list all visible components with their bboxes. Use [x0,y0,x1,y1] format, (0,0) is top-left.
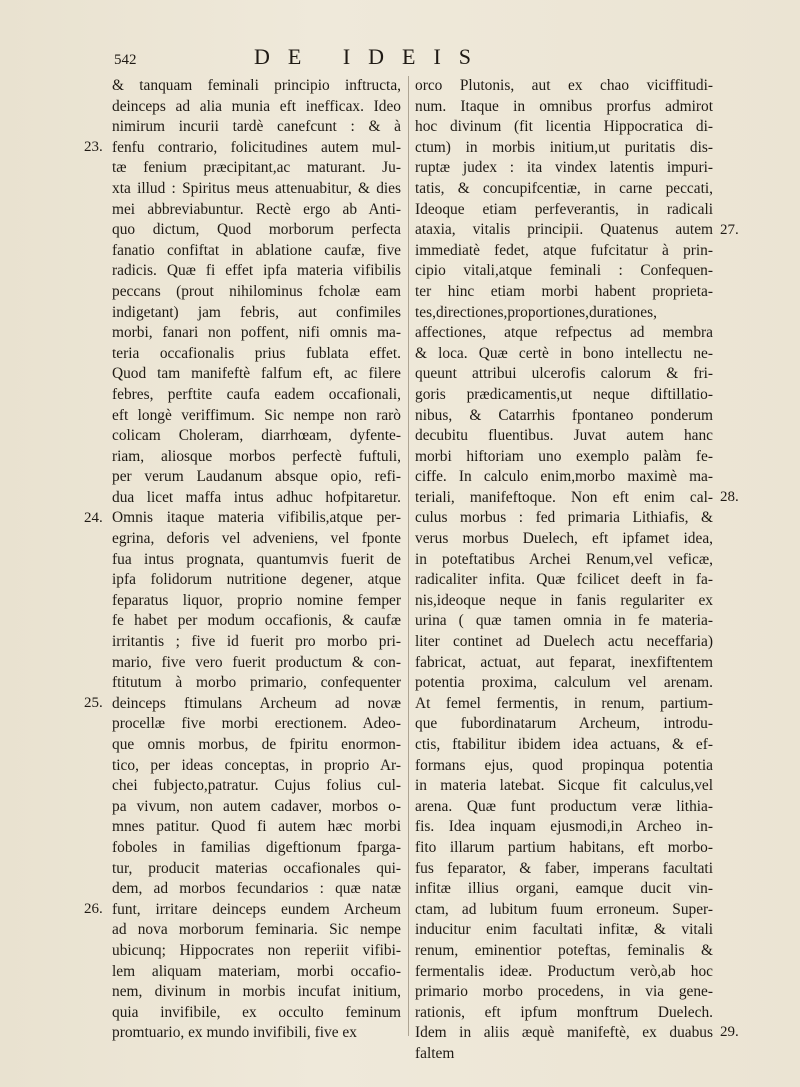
text-line: feparatus liquor, proprio nomine femper [112,591,401,609]
text-line: ctam, ad lubitum fuum erroneum. Super- [415,900,713,918]
margin-number: 24. [84,510,103,526]
text-line: egrina, deforis vel adveniens, vel fponte [112,530,401,548]
text-line: funt, irritare deinceps eundem Archeum [112,900,401,918]
text-line: immediatè fedet, atque fufcitatur à prin- [415,241,713,259]
page-header [114,42,734,72]
text-line: in materia latebat. Sicque fit calculus,vel [415,777,713,795]
text-line: dua licet maffa intus adhuc hofpitaretur. [112,488,401,506]
text-line: irritantis ; five id fuerit pro morbo pri- [112,633,401,651]
right-text-column [415,76,713,1065]
text-line: decubitu fluentibus. Juvat autem hanc [415,427,713,445]
text-line: fermentalis ideæ. Productum verò,ab hoc [415,962,713,980]
text-line: fanatio confiftat in ablatione caufæ, five [112,241,401,259]
text-line: fus feparator, & faber, imperans facultati [415,859,713,877]
text-line: dem, ad morbos fecundarios : quæ natæ [112,880,401,898]
text-line: ad nova morborum feminaria. Sic nempe [112,921,401,939]
text-line: nimirum incurii tardè canefcunt : & à [112,118,401,136]
text-line: procellæ five morbi erectionem. Adeo- [112,715,401,733]
text-line: rationis, eft ipfum monftrum Duelech. [415,1003,713,1021]
text-line: ftitutum à morbo primario, confequenter [112,674,401,692]
margin-number: 29. [720,1024,739,1040]
text-line: primario morbo procedens, in via gene- [415,983,713,1001]
text-line: cipio vitali,atque feminali : Confequen- [415,262,713,280]
text-line: ter hinc etiam morbi habent proprieta- [415,282,713,300]
text-line: radicaliter infita. Quæ fcilicet deeft in fa- [415,571,713,589]
text-line: culus morbus : fed primaria Lithiafis, & [415,509,713,527]
column-divider [408,76,409,1036]
text-line: & loca. Quæ certè in bono intellectu ne- [415,344,713,362]
left-text-column [112,76,401,1044]
text-line: mnes patitur. Quod fi autem hæc morbi [112,818,401,836]
text-line: in poteftatibus Archei Renum,vel veficæ, [415,550,713,568]
page-number: 542 [114,52,137,68]
text-line: teria occafionalis prius fublata effet. [112,344,401,362]
text-line: Idem in aliis æquè manifeftè, ex duabus [415,1024,713,1042]
margin-number: 26. [84,901,103,917]
text-line: deinceps ad alia munia eft inefficax. Ideo [112,97,401,115]
text-line: morbi, fanari non poffent, nifi omnis ma- [112,324,401,342]
text-line: affectiones, atque refpectus ad membra [415,324,713,342]
text-line: que fubordinatarum Archeum, introdu- [415,715,713,733]
text-line: verus morbus Duelech, eft ipfamet idea, [415,530,713,548]
text-line: ipfa folidorum nutritione degener, atque [112,571,401,589]
text-line: ctum) in morbis initium,ut puritatis dis- [415,138,713,156]
text-line: Omnis itaque materia vifibilis,atque per- [112,509,401,527]
text-line: ciffe. In calculo enim,morbo maximè ma- [415,468,713,486]
text-line: fe habet per modum occafionis, & caufæ [112,612,401,630]
text-line: indigetant) jam febris, aut confimiles [112,303,401,321]
margin-number: 23. [84,139,103,155]
text-line: promtuario, ex mundo invifibili, five ex [112,1024,357,1042]
text-line: tæ fenium præcipitant,ac maturant. Ju- [112,159,401,177]
text-line: ubicunq; Hippocrates non reperiit vifibi- [112,941,401,959]
running-title: DE IDEIS [254,44,490,69]
text-line: tatis, & concupifcentiæ, in carne peccati, [415,179,713,197]
text-line: mario, five vero fuerit productum & con- [112,653,401,671]
text-line: deinceps ftimulans Archeum ad novæ [112,694,401,712]
text-line: fis. Idea inquam ejusmodi,in Archeo in- [415,818,713,836]
text-line: num. Itaque in omnibus prorfus admirot [415,97,713,115]
text-line: Quod tam manifeftè falfum eft, ac filere [112,365,401,383]
text-line: chei fubjecto,patratur. Cujus folius cul- [112,777,401,795]
text-line: urina ( quæ tamen omnia in fe materia- [415,612,713,630]
text-line: per verum Laudanum absque opio, refi- [112,468,401,486]
text-line: riam, aliosque morbos perfectè fuftuli, [112,447,401,465]
text-line: lem aliquam materiam, morbi occafio- [112,962,401,980]
text-line: teriali, manifeftoque. Non eft enim cal- [415,488,713,506]
text-line: febres, perftite caufa eadem occafionali, [112,385,401,403]
text-line: tes,directiones,proportiones,durationes, [415,303,657,321]
text-line: foboles in familias digeftionum fparga- [112,838,401,856]
text-line: ataxia, vitalis principii. Quatenus autem [415,221,713,239]
text-line: ctis, ftabilitur ibidem idea actuans, & ef- [415,736,713,753]
text-line: nibus, & Catarrhis fpontaneo ponderum [415,406,713,424]
text-line: quo dictum, Quod morborum perfecta [112,221,401,239]
text-line: pa vivum, non autem cadaver, morbos o- [112,797,401,815]
margin-number: 28. [720,489,739,505]
text-line: quia invifibile, ex occulto feminum [112,1003,401,1021]
text-line: nem, divinum in morbis incufat initium, [112,983,401,1001]
text-line: liter continet ad Duelech actu neceffaria) [415,633,713,651]
text-line: ruptæ judex : ita vindex latentis impuri- [415,159,713,177]
text-line: fenfu contrario, folicitudines autem mul- [112,138,401,156]
text-line: goris prædicamentis,ut neque diftillatio- [415,385,713,403]
text-line: arena. Quæ funt productum veræ lithia- [415,797,713,815]
text-line: tico, per ideas conceptas, in proprio Ar- [112,756,401,774]
text-line: orco Plutonis, aut ex chao viciffitudi- [415,77,713,94]
text-line: radicis. Quæ fi effet ipfa materia vifibilis [112,262,401,280]
text-line: morbi hiftoriam uno exemplo palàm fe- [415,447,713,465]
text-line: tur, producit materias occafionales qui- [112,859,401,877]
text-line: que omnis morbus, de fpiritu enormon- [112,736,401,753]
text-line: queunt attribui ulcerofis calorum & fri- [415,365,713,383]
text-line: fito illarum partium habitans, eft morbo- [415,838,713,856]
text-line: nis,ideoque neque in fanis regulariter ex [415,591,713,609]
text-line: fua intus prognata, quantumvis fuerit de [112,550,401,568]
text-line: formans ejus, quod propinqua potentia [415,756,713,774]
text-line: & tanquam feminali principio inftructa, [112,77,401,94]
text-line: infitæ illius organi, eamque ducit vin- [415,880,713,898]
text-line: renum, eminentior poteftas, feminalis & [415,941,713,959]
text-line: potentia proxima, calculum vel arenam. [415,674,713,692]
text-line: Ideoque etiam perfeverantis, in radicali [415,200,713,218]
text-line: mei abbreviabuntur. Rectè ergo ab Anti- [112,200,401,218]
text-line: inducitur enim facultati infitæ, & vitali [415,921,713,939]
margin-number: 25. [84,695,103,711]
text-line: eft longè veriffimum. Sic nempe non rarò [112,406,401,424]
text-line: fabricat, actuat, aut feparat, inexfiftentem [415,653,713,671]
text-line: faltem [415,1044,455,1062]
text-line: xta illud : Spiritus meus attenuabitur, & dies [112,179,401,197]
text-line: hoc divinum (fit licentia Hippocratica di- [415,118,713,136]
text-line: At femel fermentis, in renum, partium- [415,694,713,712]
margin-number: 27. [720,222,739,238]
text-line: peccans (prout nihilominus fcholæ eam [112,282,401,300]
text-line: colicam Choleram, diarrhœam, dyfente- [112,427,401,445]
